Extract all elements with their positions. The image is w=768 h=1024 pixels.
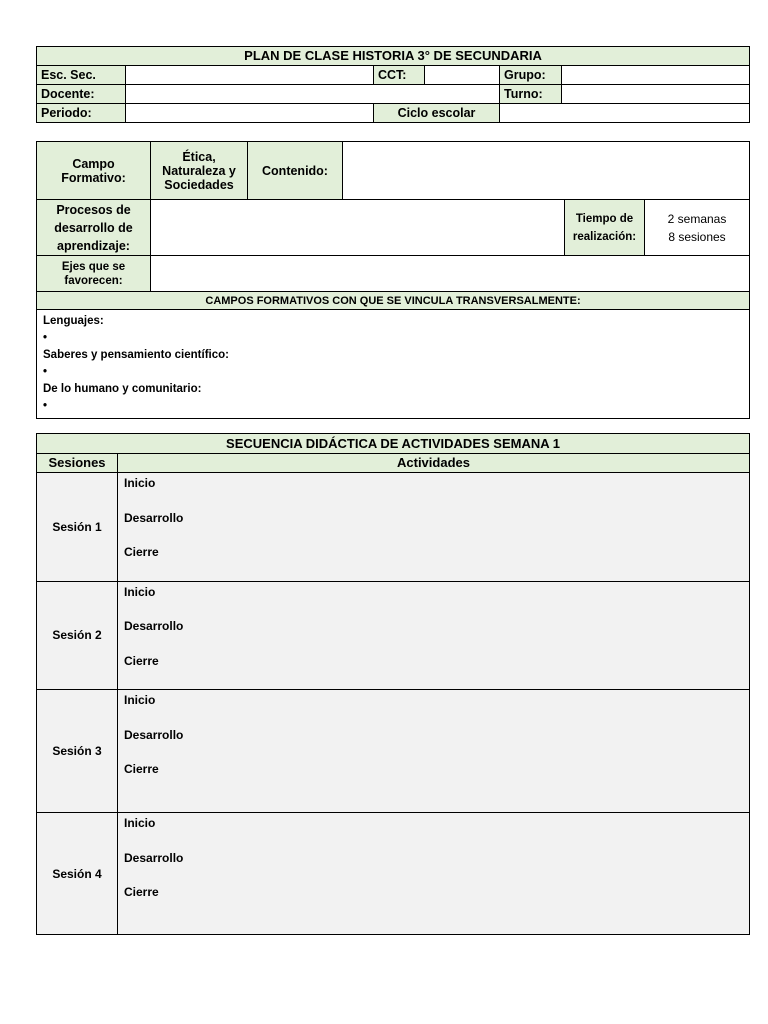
- cierre-label: Cierre: [124, 885, 159, 899]
- grupo-label: Grupo:: [500, 66, 562, 85]
- turno-field[interactable]: [562, 85, 750, 104]
- ciclo-label: Ciclo escolar: [374, 104, 500, 123]
- sesion-name: Sesión 1: [37, 473, 118, 582]
- desarrollo-label: Desarrollo: [124, 727, 184, 742]
- periodo-label: Periodo:: [37, 104, 126, 123]
- sesion-actividades[interactable]: [118, 813, 750, 935]
- inicio-label: Inicio: [124, 476, 156, 490]
- contenido-label: Contenido:: [248, 142, 343, 200]
- ejes-field[interactable]: [151, 256, 750, 292]
- tiempo-semanas: 2 semanas: [667, 211, 727, 226]
- grupo-field[interactable]: [562, 66, 750, 85]
- plan-title: PLAN DE CLASE HISTORIA 3° DE SECUNDARIA: [37, 47, 750, 66]
- sesion-name: Sesión 3: [37, 690, 118, 813]
- tiempo-sesiones: 8 sesiones: [668, 229, 726, 244]
- sesion-name: Sesión 2: [37, 581, 118, 690]
- col-sesiones: Sesiones: [37, 454, 118, 473]
- transversal-title: CAMPOS FORMATIVOS CON QUE SE VINCULA TRANSVERSALMENTE:: [37, 292, 750, 310]
- tiempo-label: Tiempo de realización:: [565, 200, 645, 256]
- sesion-name: Sesión 4: [37, 813, 118, 935]
- humano-label: De lo humano y comunitario:: [43, 383, 202, 395]
- humano-bullet: •: [43, 400, 48, 412]
- desarrollo-label: Desarrollo: [124, 510, 184, 525]
- docente-label: Docente:: [37, 85, 126, 104]
- inicio-label: Inicio: [124, 816, 156, 830]
- cierre-label: Cierre: [124, 762, 159, 776]
- sesion-actividades[interactable]: [118, 690, 750, 813]
- ejes-label: Ejes que se favorecen:: [37, 256, 151, 292]
- inicio-label: Inicio: [124, 693, 156, 707]
- tiempo-value: [645, 200, 750, 256]
- procesos-field[interactable]: [151, 200, 565, 256]
- col-actividades: Actividades: [118, 454, 750, 473]
- procesos-label: Procesos de desarrollo de aprendizaje:: [37, 200, 151, 256]
- sesion-actividades[interactable]: [118, 473, 750, 582]
- header-table: [36, 46, 750, 123]
- desarrollo-label: Desarrollo: [124, 850, 184, 865]
- campo-formativo-value: Ética, Naturaleza y Sociedades: [151, 142, 248, 200]
- secuencia-title: SECUENCIA DIDÁCTICA DE ACTIVIDADES SEMANA 1: [37, 434, 750, 454]
- sesion-actividades[interactable]: [118, 581, 750, 690]
- esc-sec-label: Esc. Sec.: [37, 66, 126, 85]
- cierre-label: Cierre: [124, 545, 159, 559]
- campo-formativo-label: Campo Formativo:: [37, 142, 151, 200]
- docente-field[interactable]: [126, 85, 500, 104]
- turno-label: Turno:: [500, 85, 562, 104]
- info-table: [36, 141, 750, 419]
- cierre-label: Cierre: [124, 653, 159, 668]
- ciclo-field[interactable]: [500, 104, 750, 123]
- saberes-label: Saberes y pensamiento científico:: [43, 349, 229, 361]
- cct-label: CCT:: [374, 66, 425, 85]
- contenido-field[interactable]: [343, 142, 750, 200]
- esc-sec-field[interactable]: [126, 66, 374, 85]
- inicio-label: Inicio: [124, 584, 156, 599]
- lenguajes-bullet: •: [43, 332, 48, 344]
- campos-transversales[interactable]: [37, 310, 750, 419]
- cct-field[interactable]: [425, 66, 500, 85]
- lenguajes-label: Lenguajes:: [43, 315, 104, 327]
- periodo-field[interactable]: [126, 104, 374, 123]
- secuencia-table: [36, 433, 750, 935]
- desarrollo-label: Desarrollo: [124, 619, 184, 633]
- saberes-bullet: •: [43, 366, 48, 378]
